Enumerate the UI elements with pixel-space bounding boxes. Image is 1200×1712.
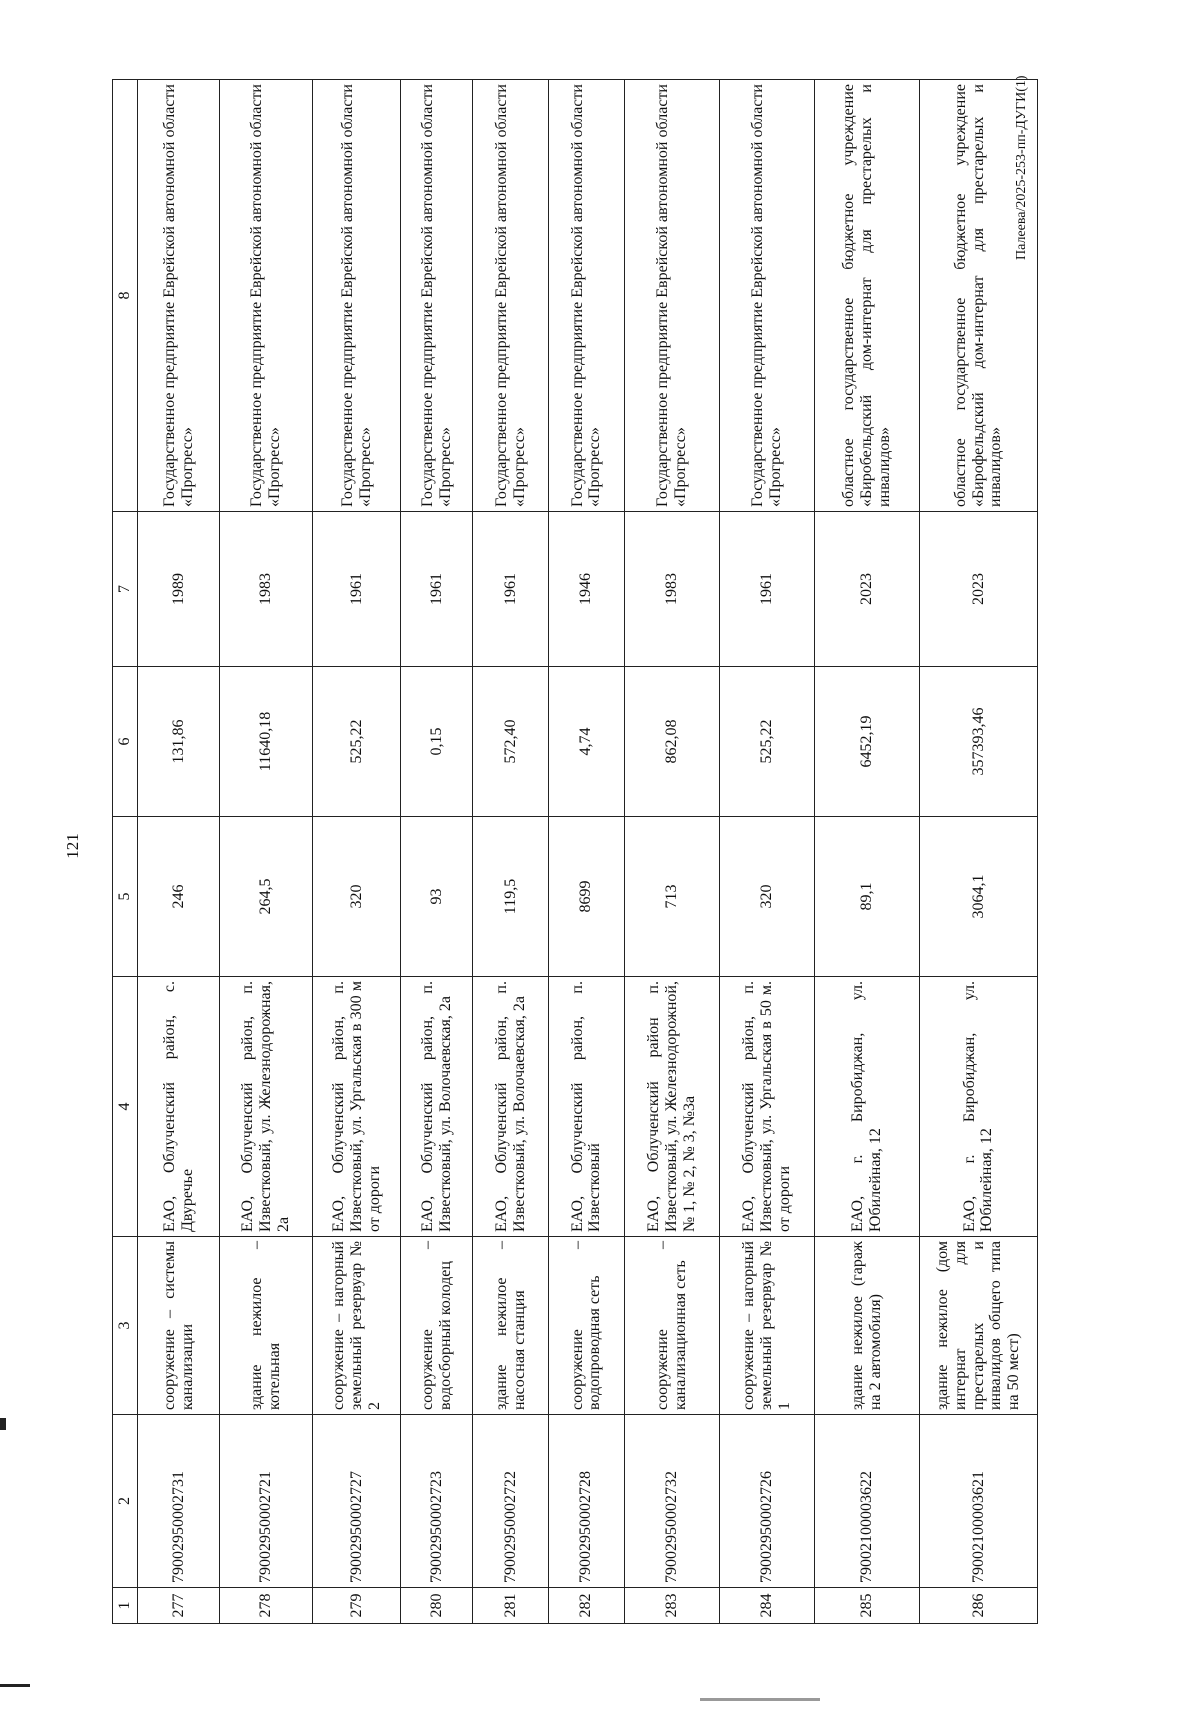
document-code: Палеева/2025-253-пп-ДУГИ(1) [1014,75,1029,260]
object-name: здание нежилое (гараж на 2 автомобиля) [814,1237,919,1415]
year-value: 1983 [220,512,313,667]
owner-organization: Государственное предприятие Еврейской автономной области «Прогресс» [624,80,719,512]
table-row [814,80,919,1624]
object-address: ЕАО, Облученский район, п. Известковый [548,977,624,1237]
cadastral-number: 79002950002731 [138,1415,220,1588]
row-number: 280 [401,1588,473,1624]
column-6-value: 0,15 [401,667,473,817]
column-6-value: 6452,19 [814,667,919,817]
column-6-value: 572,40 [473,667,549,817]
column-6-value: 525,22 [719,667,814,817]
object-name: сооружение – нагорный земельный резервуар № 2 [312,1237,401,1415]
column-header: 8 [113,80,138,512]
column-header: 5 [113,817,138,977]
column-header: 1 [113,1588,138,1624]
object-address: ЕАО, Облученский район, с. Двуречье [138,977,220,1237]
table-row [624,80,719,1624]
column-6-value: 4,74 [548,667,624,817]
row-number: 282 [548,1588,624,1624]
row-number: 279 [312,1588,401,1624]
column-header: 7 [113,512,138,667]
column-header: 4 [113,977,138,1237]
owner-organization: Государственное предприятие Еврейской автономной области «Прогресс» [401,80,473,512]
column-5-value: 320 [312,817,401,977]
table-row [473,80,549,1624]
row-number: 283 [624,1588,719,1624]
column-6-value: 357393,46 [919,667,1037,817]
row-number: 281 [473,1588,549,1624]
object-address: ЕАО, Облученский район, п. Известковый, ул. Волочаевская, 2а [401,977,473,1237]
column-header: 6 [113,667,138,817]
object-name: сооружение – системы канализации [138,1237,220,1415]
cadastral-number: 79002950002721 [220,1415,313,1588]
header-row [113,80,138,1624]
year-value: 1983 [624,512,719,667]
cadastral-number: 79002950002732 [624,1415,719,1588]
year-value: 1961 [719,512,814,667]
cadastral-number: 79002100003622 [814,1415,919,1588]
object-name: здание нежилое – насосная станция [473,1237,549,1415]
cadastral-number: 79002950002722 [473,1415,549,1588]
table-row [220,80,313,1624]
year-value: 2023 [919,512,1037,667]
column-6-value: 131,86 [138,667,220,817]
row-number: 285 [814,1588,919,1624]
column-6-value: 11640,18 [220,667,313,817]
column-5-value: 93 [401,817,473,977]
row-number: 284 [719,1588,814,1624]
scan-artifact [0,1684,30,1687]
table-row [548,80,624,1624]
year-value: 1961 [312,512,401,667]
year-value: 1989 [138,512,220,667]
column-5-value: 3064,1 [919,817,1037,977]
cadastral-number: 79002950002726 [719,1415,814,1588]
column-5-value: 8699 [548,817,624,977]
page-number: 121 [62,833,82,859]
owner-organization: Государственное предприятие Еврейской автономной области «Прогресс» [312,80,401,512]
year-value: 2023 [814,512,919,667]
registry-table [112,79,1038,1624]
column-6-value: 525,22 [312,667,401,817]
row-number: 277 [138,1588,220,1624]
year-value: 1946 [548,512,624,667]
column-5-value: 713 [624,817,719,977]
owner-organization: областное государственное бюджетное учреждение «Биробельдский дом-интернат для престарелых и инвалидов» [814,80,919,512]
column-6-value: 862,08 [624,667,719,817]
owner-organization: Государственное предприятие Еврейской автономной области «Прогресс» [220,80,313,512]
object-address: ЕАО, г. Биробиджан, ул. Юбилейная, 12 [814,977,919,1237]
table-row [719,80,814,1624]
table-row [138,80,220,1624]
object-address: ЕАО, г. Биробиджан, ул. Юбилейная, 12 [919,977,1037,1237]
registry-table-frame [112,80,1038,1624]
cadastral-number: 79002100003621 [919,1415,1037,1588]
column-5-value: 320 [719,817,814,977]
column-5-value: 246 [138,817,220,977]
object-address: ЕАО, Облученский район, п. Известковый, ул. Волочаевская, 2а [473,977,549,1237]
year-value: 1961 [401,512,473,667]
column-header: 3 [113,1237,138,1415]
cadastral-number: 79002950002728 [548,1415,624,1588]
row-number: 286 [919,1588,1037,1624]
owner-organization: Государственное предприятие Еврейской автономной области «Прогресс» [719,80,814,512]
table-row [312,80,401,1624]
object-name: здание нежилое – котельная [220,1237,313,1415]
object-address: ЕАО, Облученский район п. Известковый, ул. Железнодорожной, № 1, № 2, № 3, №3а [624,977,719,1237]
scan-artifact [0,1418,6,1430]
object-name: сооружение – нагорный земельный резервуар № 1 [719,1237,814,1415]
object-address: ЕАО, Облученский район, п. Известковый, ул. Ургальская в 300 м от дороги [312,977,401,1237]
owner-organization: областное государственное бюджетное учреждение «Бирофельдский дом-интернат для престарелых и инвалидов» [919,80,1037,512]
scan-artifact [700,1698,820,1701]
object-name: сооружение – водопроводная сеть [548,1237,624,1415]
year-value: 1961 [473,512,549,667]
object-name: здание нежилое (дом интернат для престарелых и инвалидов общего типа на 50 мест) [919,1237,1037,1415]
owner-organization: Государственное предприятие Еврейской автономной области «Прогресс» [138,80,220,512]
object-name: сооружение – водосборный колодец [401,1237,473,1415]
column-5-value: 264,5 [220,817,313,977]
cadastral-number: 79002950002723 [401,1415,473,1588]
owner-organization: Государственное предприятие Еврейской автономной области «Прогресс» [548,80,624,512]
table-row [919,80,1037,1624]
object-address: ЕАО, Облученский район, п. Известковый, ул. Ургальская в 50 м. от дороги [719,977,814,1237]
cadastral-number: 79002950002727 [312,1415,401,1588]
object-name: сооружение – канализационная сеть [624,1237,719,1415]
column-5-value: 119,5 [473,817,549,977]
table-row [401,80,473,1624]
column-header: 2 [113,1415,138,1588]
owner-organization: Государственное предприятие Еврейской автономной области «Прогресс» [473,80,549,512]
row-number: 278 [220,1588,313,1624]
object-address: ЕАО, Облученский район, п. Известковый, ул. Железнодорожная, 2а [220,977,313,1237]
column-5-value: 89,1 [814,817,919,977]
